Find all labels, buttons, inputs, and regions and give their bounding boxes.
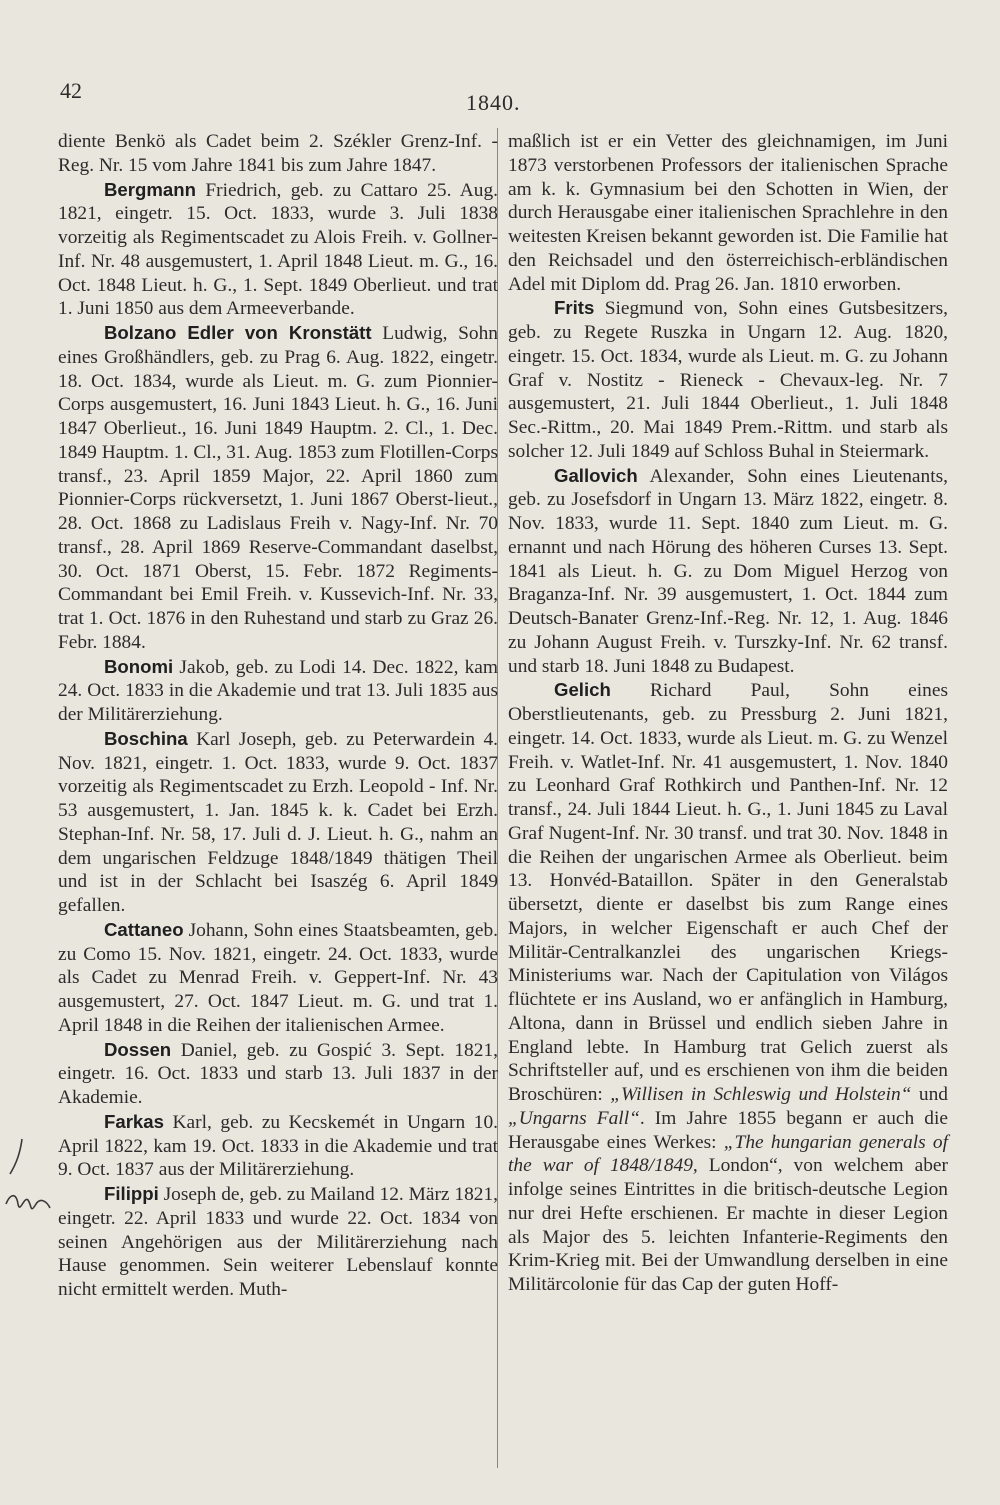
entry-name: Gelich	[554, 679, 611, 701]
entry-bergmann: Bergmann Friedrich, geb. zu Cattaro 25. Aug. 1821, eingetr. 15. Oct. 1833, wurde 3. Juli 1838 vorzeitig als Regimentscadet zu Alois Freih. v. Gollner-Inf. Nr. 48 ausgemustert, 1. April 1848 Lieut. m. G., 16. Oct. 1848 Lieut. h. G., 1. Sept. 1849 Oberlieut. und trat 1. Juni 1850 aus dem Armeeverbande.	[58, 178, 498, 320]
book-title: „The hungarian generals of the war of 1848/1849,	[508, 1131, 948, 1177]
entry-bonomi: Bonomi Jakob, geb. zu Lodi 14. Dec. 1822, kam 24. Oct. 1833 in die Akademie und trat 13. Juli 1835 aus der Militärerziehung.	[58, 655, 498, 725]
book-title: „Willisen in Schleswig und Holstein“	[610, 1084, 912, 1105]
entry-bolzano: Bolzano Edler von Kronstätt Ludwig, Sohn eines Großhändlers, geb. zu Prag 6. Aug. 1822, eingetr. 18. Oct. 1834, wurde als Lieut. m. G. zum Pionnier-Corps ausgemustert, 16. Juni 1843 Lieut. h. G., 16. Juni 1847 Oberlieut., 16. Juni 1849 Hauptm. 2. Cl., 1. Dec. 1849 Hauptm. 1. Cl., 31. Aug. 1853 zum Flotillen-Corps transf., 23. April 1859 Major, 22. April 1860 zum Pionnier-Corps rückversetzt, 1. Juni 1867 Oberst-lieut., 28. Oct. 1868 zu Ladislaus Freih v. Nagy-Inf. Nr. 70 transf., 28. April 1869 Reserve-Commandant daselbst, 30. Oct. 1871 Oberst, 15. Febr. 1872 Regiments-Commandant bei Emil Freih. v. Kussevich-Inf. Nr. 33, trat 1. Oct. 1876 in den Ruhestand und starb zu Graz 26. Febr. 1884.	[58, 322, 499, 653]
handwritten-margin-note-icon	[4, 1134, 54, 1244]
entry-frits: Frits Siegmund von, Sohn eines Gutsbesitzers, geb. zu Regete Ruszka in Ungarn 12. Aug. 1820, eingetr. 15. Oct. 1834, wurde als Lieut. m. G. zu Johann Graf v. Nostitz - Rieneck - Chevaux-leg. Nr. 7 ausgemustert, 21. Juli 1844 Oberlieut., 1. Juli 1848 Sec.-Rittm., 20. Mai 1849 Prem.-Rittm. und starb als solcher 12. Juli 1849 auf Schloss Buhal in Steiermark.	[508, 297, 948, 462]
book-title: „Ungarns Fall“	[508, 1107, 640, 1129]
page-number: 42	[60, 78, 82, 103]
entry-continuation: maßlich ist er ein Vetter des gleichnamigen, im Juni 1873 verstorbenen Professors der italienischen Sprache am k. k. Gymnasium bei den Schotten in Wien, der durch Herausgabe einer italienischen Sprachlehre in den weitesten Kreisen bekannt geworden ist. Die Familie hat den Reichsadel und den österreichisch-erbländischen Adel mit Diplom dd. Prag 26. Jan. 1810 erworben.	[508, 131, 948, 295]
entry-filippi: Filippi Joseph de, geb. zu Mailand 12. März 1821, eingetr. 22. April 1833 und wurde 22. Oct. 1834 von seinen Angehörigen aus der Militärerziehung nach Hause genommen. Sein weiterer Lebenslauf konnte nicht ermittelt werden. Muth-	[58, 1183, 499, 1300]
entry-name: Frits	[554, 297, 595, 319]
entry-name: Farkas	[104, 1110, 164, 1132]
entry-name: Boschina	[104, 727, 188, 749]
entry-cattaneo: Cattaneo Johann, Sohn eines Staatsbeamten, geb. zu Como 15. Nov. 1821, eingetr. 24. Oct. 1833, wurde als Cadet zu Menrad Freih. v. Geppert-Inf. Nr. 43 ausgemustert, 27. Oct. 1847 Lieut. m. G. und trat 1. April 1848 in die Reihen der italienischen Armee.	[58, 918, 498, 1036]
entry-dossen: Dossen Daniel, geb. zu Gospić 3. Sept. 1821, eingetr. 16. Oct. 1833 und starb 13. Juli 1837 in der Akademie.	[58, 1038, 498, 1108]
entry-name: Cattaneo	[104, 918, 184, 940]
entry-boschina: Boschina Karl Joseph, geb. zu Peterwardein 4. Nov. 1821, eingetr. 1. Oct. 1833, wurde 9. Oct. 1837 vorzeitig als Regimentscadet zu Erzh. Leopold - Inf. Nr. 53 ausgemustert, 1. Jan. 1845 k. k. Cadet bei Erzh. Stephan-Inf. Nr. 58, 17. Juli d. J. Lieut. h. G., nahm an dem ungarischen Feldzuge 1848/1849 thätigen Theil und ist in der Schlacht bei Isaszég 6. April 1849 gefallen.	[58, 727, 498, 916]
entry-name: Gallovich	[554, 464, 638, 486]
entry-gallovich: Gallovich Alexander, Sohn eines Lieutenants, geb. zu Josefsdorf in Ungarn 13. März 1822, eingetr. 8. Nov. 1833, wurde 11. Sept. 1840 zum Lieut. m. G. ernannt und nach Hörung des höheren Curses 13. Sept. 1841 als Lieut. h. G. zu Dom Miguel Herzog von Braganza-Inf. Nr. 39 ausgemustert, 1. Oct. 1844 zum Deutsch-Banater Grenz-Inf.-Reg. Nr. 12, 1. Aug. 1846 zu Johann August Freih. v. Turszky-Inf. Nr. 62 transf. und starb 18. Juni 1848 zu Budapest.	[508, 464, 948, 677]
entry-name: Bolzano Edler von Kronstätt	[104, 322, 372, 343]
entry-name: Bergmann	[104, 178, 196, 200]
entry-name: Dossen	[104, 1038, 172, 1060]
entry-continuation: diente Benkö als Cadet beim 2. Székler Grenz-Inf. - Reg. Nr. 15 vom Jahre 1841 bis zum Jahre 1847.	[58, 131, 498, 176]
entry-gelich: Gelich Richard Paul, Sohn eines Oberstlieutenants, geb. zu Pressburg 2. Juni 1821, eingetr. 14. Oct. 1833, wurde als Lieut. m. G. zu Wenzel Freih. v. Watlet-Inf. Nr. 41 ausgemustert, 1. Nov. 1840 zu Leonhard Graf Rothkirch und Panthen-Inf. Nr. 12 transf., 24. Juli 1844 Lieut. h. G., 1. Juni 1845 zu Laval Graf Nugent-Inf. Nr. 30 transf. und trat 30. Nov. 1848 in die Reihen der ungarischen Armee als Oberlieut. beim 13. Honvéd-Bataillon. Später in den Generalstab übersetzt, diente er daselbst bis zum Range eines Majors, in welcher Eigenschaft er auch Chef der Militär-Centralkanzlei des ungarischen Kriegs-Ministeriums war. Nach der Capitulation von Világos flüchtete er ins Ausland, wo er anfänglich in Hamburg, Altona, dann in Brüssel und endlich sieben Jahre in England lebte. In Hamburg trat Gelich zuerst als Schriftsteller auf, und es erschienen von ihm die beiden Broschüren: „Willisen in Schleswig und Holstein“ und „Ungarns Fall“. Im Jahre 1855 begann er auch die Herausgabe eines Werkes: „The hungarian generals of the war of 1848/1849, London“, von welchem aber infolge seines Eintrittes in die britisch-deutsche Legion nur drei Hefte erschienen. Er machte in dieser Legion als Major des 5. leichten Infanterie-Regiments den Krim-Krieg mit. Bei der Umwandlung derselben in eine Militärcolonie für das Cap der guten Hoff-	[508, 679, 948, 1295]
entry-farkas: Farkas Karl, geb. zu Kecskemét in Ungarn 10. April 1822, kam 19. Oct. 1833 in die Akademie und trat 9. Oct. 1837 aus der Militärerziehung.	[58, 1110, 498, 1181]
entry-name: Bonomi	[104, 655, 174, 677]
entry-name: Filippi	[104, 1183, 159, 1204]
right-column	[508, 130, 948, 1297]
page-heading-year: 1840.	[466, 90, 521, 115]
left-column	[58, 130, 498, 1302]
